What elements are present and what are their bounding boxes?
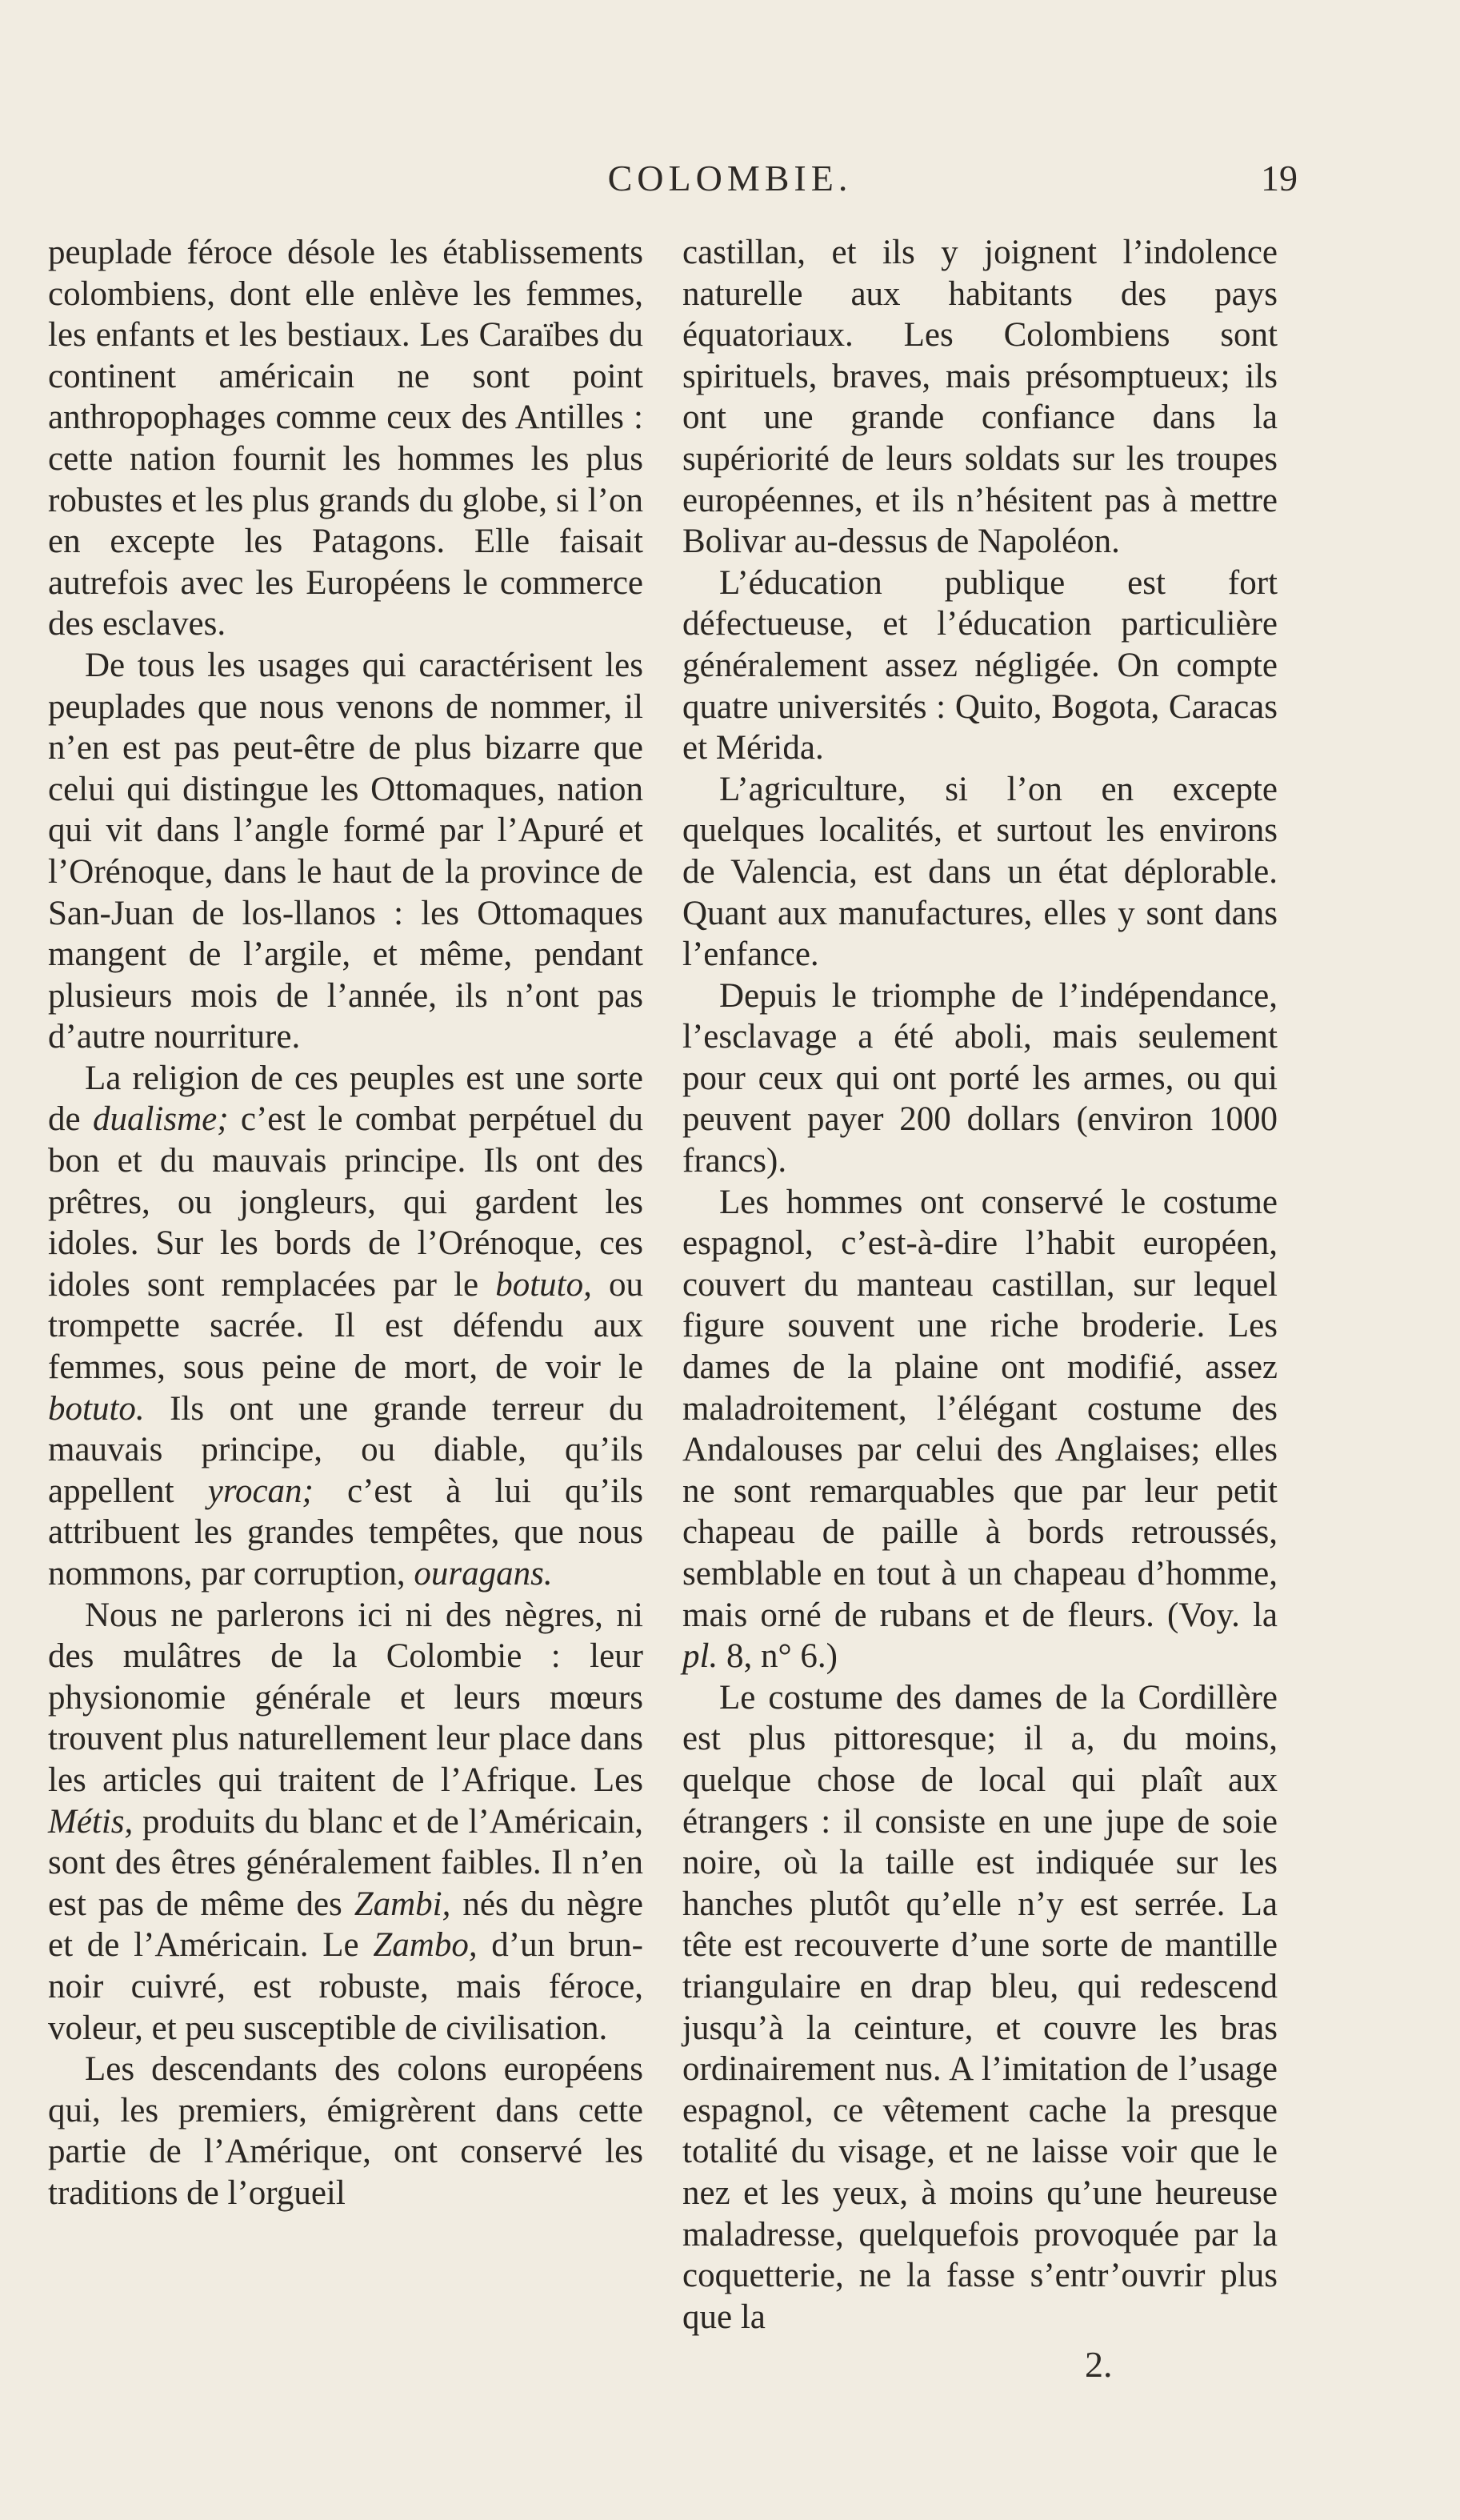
text-run: Nous ne parlerons ici ni des nègres, ni des mulâtres de la Colombie : leur physionomie générale et leurs mœurs trouvent plus naturellement leur place dans les articles qui traitent de l’Afrique. Les [48,1596,643,1799]
paragraph [48,1058,643,1595]
text-run: d’un brun-noir cuivré, est robuste, mais féroce, voleur, et peu susceptible de civilisation. [48,1926,643,2047]
paragraph [682,1182,1278,1677]
paragraph: Le costume des dames de la Cordillère est plus pittoresque; il a, du moins, quelque chose de local qui plaît aux étrangers : il consiste en une jupe de soie noire, où la taille est indiquée sur les hanches plutôt qu’elle n’y est serrée. La tête est recouverte d’une sorte de mantille triangulaire en drap bleu, qui redescend jusqu’à la ceinture, et couvre les bras ordinairement nus. A l’imitation de l’usage espagnol, ce vêtement cache la presque totalité du visage, et ne laisse voir que le nez et les yeux, à moins qu’une heureuse maladresse, quelquefois provoquée par la coquetterie, ne la fasse s’entr’ouvrir plus que la [682,1678,1278,2336]
paragraph: L’éducation publique est fort défectueuse, et l’éducation particulière généralement assez négligée. On compte quatre universités : Quito, Bogota, Caracas et Mérida. [682,563,1278,767]
paragraph: De tous les usages qui caractérisent les peuplades que nous venons de nommer, il n’en est pas peut-être de plus bizarre que celui qui distingue les Ottomaques, nation qui vit dans l’angle formé par l’Apuré et l’Orénoque, dans le haut de la province de San-Juan de los-llanos : les Ottomaques mangent de l’argile, et même, pendant plusieurs mois de l’année, ils n’ont pas d’autre nourriture. [48,646,643,1056]
running-title: COLOMBIE. [607,158,853,198]
italic-term: pl. [682,1637,718,1676]
page-header [0,157,1460,205]
text-run: c’est le combat perpétuel du bon et du mauvais principe. Ils ont des prêtres, ou jongleurs, qui gardent les idoles. Sur les bords de l’Orénoque, ces idoles sont remplacées par le [48,1100,643,1304]
page-number: 19 [1261,158,1298,198]
text-run: Les hommes ont conservé le costume espagnol, c’est-à-dire l’habit européen, couvert du manteau castillan, sur lequel figure souvent une riche broderie. Les dames de la plaine ont modifié, assez maladroitement, l’élégant costume des Andalouses par celui des Anglaises; elles ne sont remarquables que par leur petit chapeau de paille à bords retroussés, semblable en tout à un chapeau d’homme, mais orné de rubans et de fleurs. (Voy. la [682,1183,1278,1634]
paragraph: castillan, et ils y joignent l’indolence naturelle aux habitants des pays équatoriaux. Les Colombiens sont spirituels, braves, mais présomptueux; ils ont une grande confiance dans la supériorité de leurs soldats sur les troupes européennes, et ils n’hésitent pas à mettre Bolivar au-dessus de Napoléon. [682,234,1278,561]
signature-mark: 2. [1085,2344,1113,2385]
paragraph: Depuis le triomphe de l’indépendance, l’esclavage a été aboli, mais seulement pour ceux qui ont porté les armes, ou qui peuvent payer 200 dollars (environ 1000 francs). [682,976,1278,1180]
italic-term: botuto. [48,1389,145,1428]
text-run: produits du blanc et de l’Américain, sont des êtres généralement faibles. Il n’en est pas de même des [48,1802,643,1923]
paragraph [48,1595,643,2049]
italic-term: yrocan; [207,1472,314,1510]
right-column [682,232,1278,2338]
paragraph: L’agriculture, si l’on en excepte quelques localités, et surtout les environs de Valencia, est dans un état déplorable. Quant aux manufactures, elles y sont dans l’enfance. [682,770,1278,974]
italic-term: ouragans. [414,1555,553,1593]
italic-term: Métis, [48,1802,134,1841]
text-run: Ils ont une grande terreur du mauvais principe, ou diable, qu’ils appellent [48,1389,643,1510]
italic-term: Zambo, [373,1926,478,1965]
paragraph: Les descendants des colons européens qui, les premiers, émigrèrent dans cette partie de l’Amérique, ont conservé les traditions de l’orgueil [48,2050,643,2212]
text-run: nés du nègre et de l’Américain. Le [48,1885,643,1965]
italic-term: botuto, [495,1265,592,1304]
text-run: ou trompette sacrée. Il est défendu aux femmes, sous peine de mort, de voir le [48,1265,643,1387]
text-run: c’est à lui qu’ils attribuent les grandes tempêtes, que nous nommons, par corruption, [48,1472,643,1593]
italic-term: dualisme; [92,1100,229,1139]
paragraph: peuplade féroce désole les établissements colombiens, dont elle enlève les femmes, les enfants et les bestiaux. Les Caraïbes du continent américain ne sont point anthropophages comme ceux des Antilles : cette nation fournit les hommes les plus robustes et les plus grands du globe, si l’on en excepte les Patagons. Elle faisait autrefois avec les Européens le commerce des esclaves. [48,234,643,643]
text-run: La religion de ces peuples est une sorte de [48,1059,643,1139]
left-column [48,232,643,2214]
text-run: 8, n° 6.) [718,1637,838,1676]
italic-term: Zambi, [354,1885,451,1923]
